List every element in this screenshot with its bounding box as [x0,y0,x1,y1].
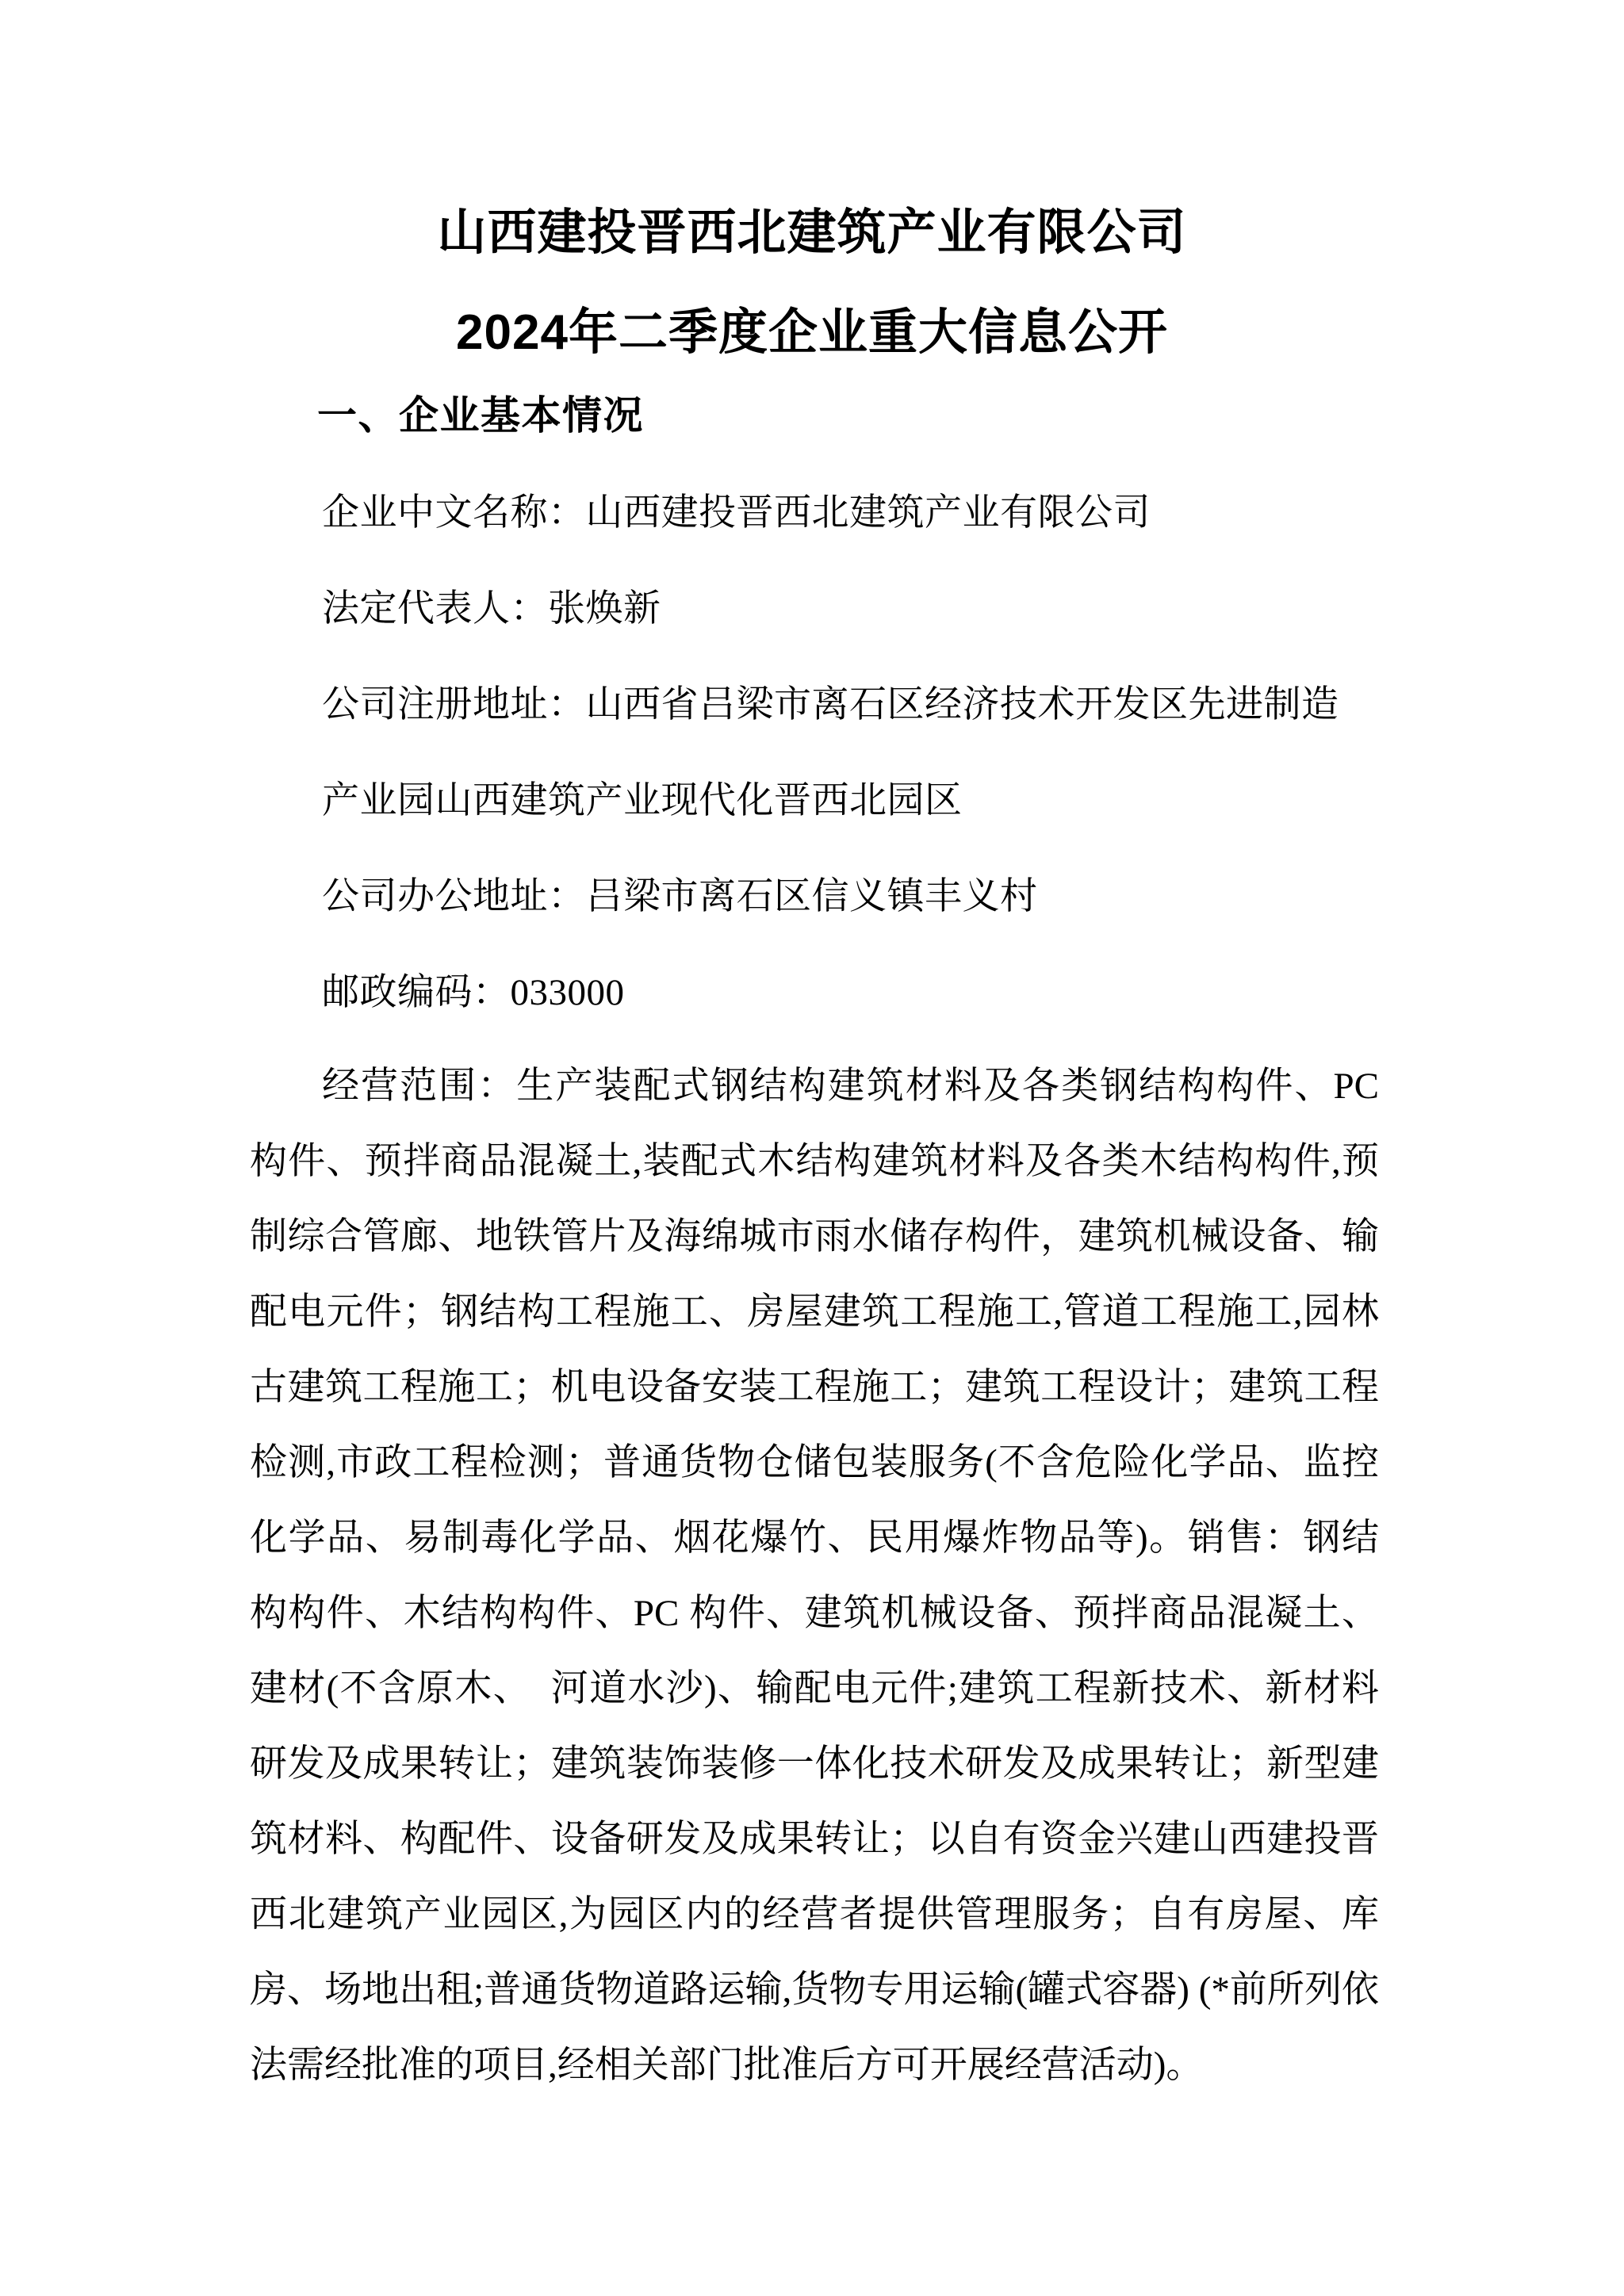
basic-info-fields [322,465,1385,1041]
field-legal-representative: 法定代表人：张焕新 [322,588,661,629]
document-title: 山西建投晋西北建筑产业有限公司 [437,205,1187,260]
business-scope-paragraph: 经营范围：生产装配式钢结构建筑材料及各类钢结构构件、PC 构件、预拌商品混凝土,装配式木结构建筑材料及各类木结构构件,预制综合管廊、地铁管片及海绵城市雨水储存构件，建筑机械设备、输配电元件；钢结构工程施工、房屋建筑工程施工,管道工程施工,园林古建筑工程施工；机电设备安装工程施工；建筑工程设计；建筑工程检测,市政工程检测；普通货物仓储包装服务(不含危险化学品、监控化学品、易制毒化学品、烟花爆竹、民用爆炸物品等)。销售：钢结构构件、木结构构件、PC 构件、建筑机械设备、预拌商品混凝土、建材(不含原木、 河道水沙)、输配电元件;建筑工程新技术、新材料研发及成果转让；建筑装饰装修一体化技术研发及成果转让；新型建筑材料、构配件、设备研发及成果转让；以自有资金兴建山西建投晋西北建筑产业园区,为园区内的经营者提供管理服务；自有房屋、库房、场地出租;普通货物道路运输,货物专用运输(罐式容器) (*前所列依法需经批准的项目,经相关部门批准后方可开展经营活动)。 [250,1066,1379,2086]
document-subtitle: 2024年二季度企业重大信息公开 [456,305,1168,360]
field-office-address: 公司办公地址：吕梁市离石区信义镇丰义村 [322,876,1038,917]
field-registered-address: 公司注册地址：山西省吕梁市离石区经济技术开发区先进制造 [322,684,1339,725]
field-company-name: 企业中文名称：山西建投晋西北建筑产业有限公司 [322,492,1151,534]
field-registered-address-wrap: 产业园山西建筑产业现代化晋西北园区 [322,780,963,821]
field-postal-code: 邮政编码：033000 [322,972,625,1013]
section-heading-basic-info: 一、企业基本情况 [317,393,644,438]
